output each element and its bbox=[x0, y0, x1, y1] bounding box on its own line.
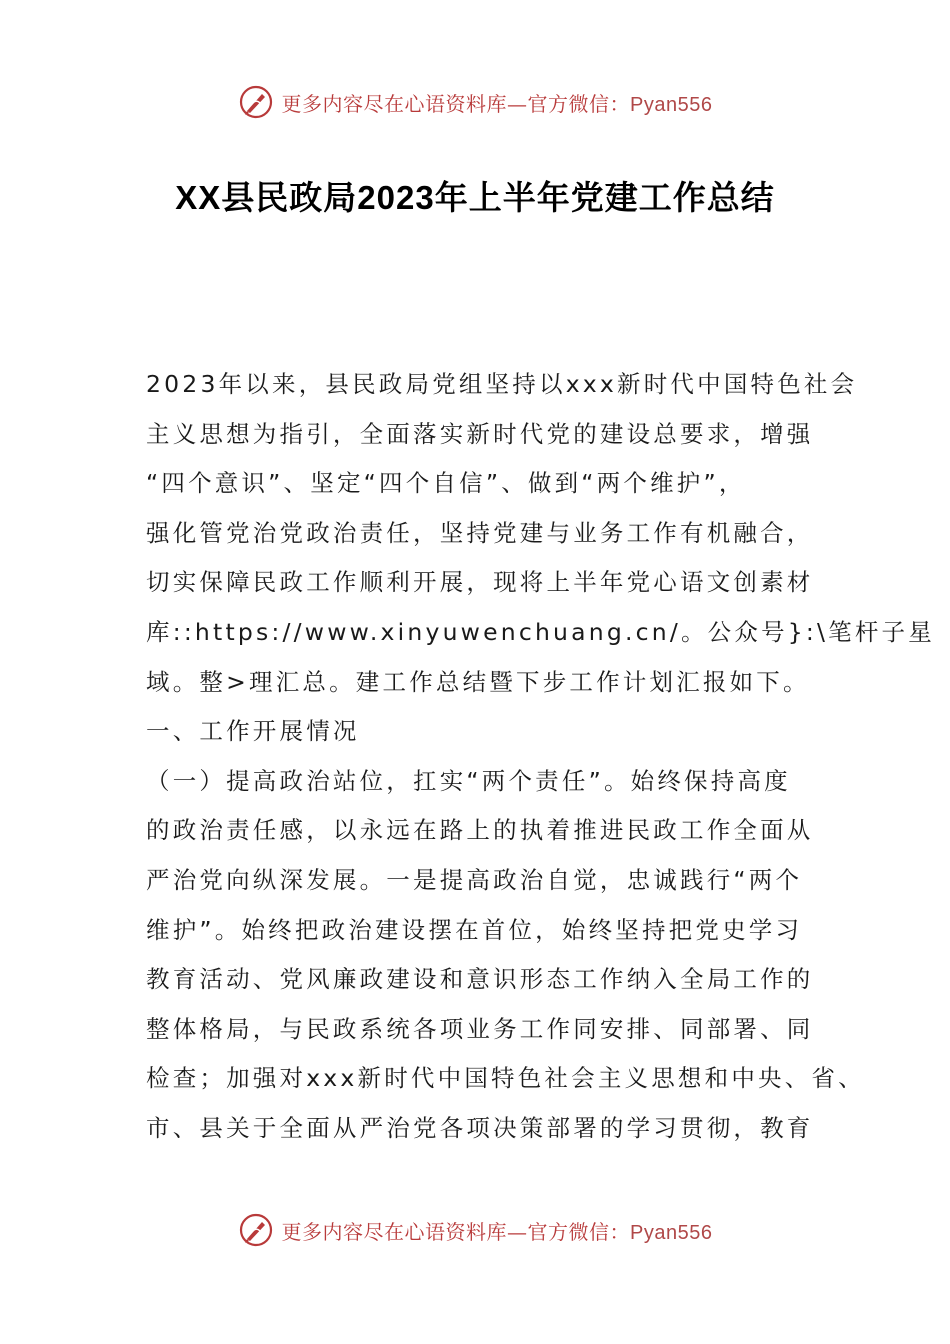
body-line: 强化管党治党政治责任，坚持党建与业务工作有机融合， bbox=[146, 518, 814, 547]
section-heading: 一、工作开展情况 bbox=[146, 717, 360, 746]
wechat-id: Pyan556 bbox=[630, 1221, 713, 1244]
body-line: 整体格局，与民政系统各项业务工作同安排、同部署、同 bbox=[146, 1014, 814, 1043]
body-line: 检查；加强对xxx新时代中国特色社会主义思想和中央、省、 bbox=[146, 1064, 865, 1093]
pen-logo-icon bbox=[238, 84, 274, 120]
body-line: 维护”。始终把政治建设摆在首位，始终坚持把党史学习 bbox=[146, 915, 803, 944]
body-line: 教育活动、党风廉政建设和意识形态工作纳入全局工作的 bbox=[146, 965, 814, 994]
body-line: 库::https://www.xinyuwenchuang.cn/。公众号}:\笔杆子星 bbox=[146, 617, 935, 646]
document-body bbox=[146, 364, 935, 1158]
body-line: 域。整>理汇总。建工作总结暨下步工作计划汇报如下。 bbox=[146, 667, 810, 696]
body-line: “四个意识”、坚定“四个自信”、做到“两个维护”， bbox=[146, 469, 746, 498]
body-line: 严治党向纵深发展。一是提高政治自觉，忠诚践行“两个 bbox=[146, 865, 803, 894]
wechat-id: Pyan556 bbox=[630, 93, 713, 116]
body-line: 的政治责任感，以永远在路上的执着推进民政工作全面从 bbox=[146, 816, 814, 845]
body-line: （一）提高政治站位，扛实“两个责任”。始终保持高度 bbox=[146, 766, 791, 795]
body-line: 市、县关于全面从严治党各项决策部署的学习贯彻，教育 bbox=[146, 1113, 814, 1142]
body-line: 主义思想为指引，全面落实新时代党的建设总要求，增强 bbox=[146, 419, 814, 448]
body-line: 切实保障民政工作顺利开展，现将上半年党心语文创素材 bbox=[146, 568, 814, 597]
header-banner bbox=[0, 80, 950, 124]
body-line: 2023年以来，县民政局党组坚持以xxx新时代中国特色社会 bbox=[146, 370, 858, 398]
document-title: XX县民政局2023年上半年党建工作总结 bbox=[175, 179, 775, 216]
header-banner-text: 更多内容尽在心语资料库—官方微信：Pyan556 bbox=[281, 91, 713, 116]
pen-logo-icon bbox=[238, 1212, 274, 1248]
footer-banner bbox=[0, 1208, 950, 1252]
footer-banner-text: 更多内容尽在心语资料库—官方微信：Pyan556 bbox=[281, 1219, 713, 1244]
